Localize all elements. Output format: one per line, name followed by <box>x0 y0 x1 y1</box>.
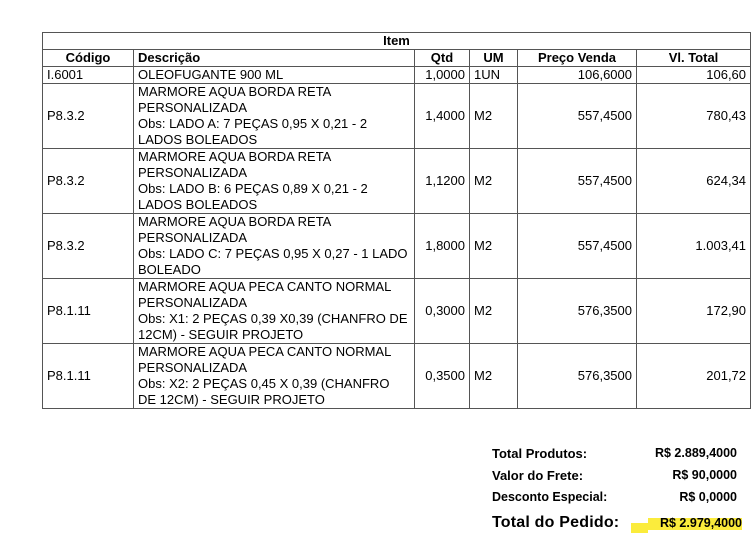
cell-qtd: 1,4000 <box>415 84 470 149</box>
cell-qtd: 0,3000 <box>415 279 470 344</box>
cell-descricao <box>134 279 415 344</box>
total-pedido-label: Total do Pedido: <box>492 514 620 531</box>
desc-line: Obs: LADO A: 7 PEÇAS 0,95 X 0,21 - 2 <box>138 116 368 131</box>
cell-total: 780,43 <box>637 84 751 149</box>
desconto-value: R$ 0,0000 <box>679 490 737 504</box>
header-descricao: Descrição <box>134 50 415 67</box>
header-total: Vl. Total <box>637 50 751 67</box>
cell-preco: 576,3500 <box>518 344 637 409</box>
cell-um: M2 <box>470 149 518 214</box>
desc-line: 12CM) - SEGUIR PROJETO <box>138 327 304 342</box>
total-produtos-value: R$ 2.889,4000 <box>654 446 737 460</box>
desconto-label: Desconto Especial: <box>492 490 608 504</box>
desc-line: PERSONALIZADA <box>138 295 248 310</box>
frete-row <box>492 466 737 486</box>
desc-line: PERSONALIZADA <box>138 360 248 375</box>
table-row <box>43 67 751 84</box>
total-pedido-row <box>492 510 742 536</box>
table-row <box>43 279 751 344</box>
cell-total: 1.003,41 <box>637 214 751 279</box>
desc-line: DE 12CM) - SEGUIR PROJETO <box>138 392 325 407</box>
desc-line: MARMORE AQUA BORDA RETA <box>138 149 332 164</box>
cell-total: 172,90 <box>637 279 751 344</box>
cell-codigo: I.6001 <box>43 67 134 84</box>
total-pedido-value: R$ 2.979,4000 <box>659 516 742 530</box>
desc-line: Obs: LADO C: 7 PEÇAS 0,95 X 0,27 - 1 LADO <box>138 246 408 261</box>
cell-descricao <box>134 84 415 149</box>
cell-preco: 557,4500 <box>518 149 637 214</box>
cell-codigo: P8.1.11 <box>43 279 134 344</box>
cell-descricao <box>134 214 415 279</box>
cell-qtd: 1,0000 <box>415 67 470 84</box>
desc-line: PERSONALIZADA <box>138 230 248 245</box>
desc-line: Obs: X1: 2 PEÇAS 0,39 X0,39 (CHANFRO DE <box>138 311 408 326</box>
header-preco: Preço Venda <box>518 50 637 67</box>
cell-total: 201,72 <box>637 344 751 409</box>
cell-qtd: 0,3500 <box>415 344 470 409</box>
desc-line: LADOS BOLEADOS <box>138 197 258 212</box>
cell-total: 106,60 <box>637 67 751 84</box>
cell-preco: 557,4500 <box>518 214 637 279</box>
header-um: UM <box>470 50 518 67</box>
desc-line: MARMORE AQUA PECA CANTO NORMAL <box>138 279 392 294</box>
table-title: Item <box>43 33 751 50</box>
desc-line: PERSONALIZADA <box>138 165 248 180</box>
desc-line: MARMORE AQUA PECA CANTO NORMAL <box>138 344 392 359</box>
table-row <box>43 84 751 149</box>
desc-line: Obs: X2: 2 PEÇAS 0,45 X 0,39 (CHANFRO <box>138 376 390 391</box>
table-header-row <box>43 50 751 67</box>
cell-codigo: P8.3.2 <box>43 84 134 149</box>
cell-codigo: P8.3.2 <box>43 214 134 279</box>
cell-codigo: P8.1.11 <box>43 344 134 409</box>
header-qtd: Qtd <box>415 50 470 67</box>
desconto-row <box>492 488 737 508</box>
total-produtos-label: Total Produtos: <box>492 446 588 461</box>
cell-um: M2 <box>470 344 518 409</box>
frete-value: R$ 90,0000 <box>672 468 737 482</box>
cell-um: M2 <box>470 84 518 149</box>
cell-um: M2 <box>470 279 518 344</box>
desc-line: MARMORE AQUA BORDA RETA <box>138 84 332 99</box>
cell-total: 624,34 <box>637 149 751 214</box>
desc-line: BOLEADO <box>138 262 201 277</box>
cell-preco: 576,3500 <box>518 279 637 344</box>
desc-line: OLEOFUGANTE 900 ML <box>138 67 284 82</box>
cell-preco: 557,4500 <box>518 84 637 149</box>
highlighter-mark <box>631 523 648 533</box>
table-row <box>43 214 751 279</box>
cell-descricao <box>134 344 415 409</box>
cell-descricao <box>134 67 415 84</box>
cell-um: M2 <box>470 214 518 279</box>
table-title-row <box>43 33 751 50</box>
cell-codigo: P8.3.2 <box>43 149 134 214</box>
cell-descricao <box>134 149 415 214</box>
table-row <box>43 149 751 214</box>
cell-qtd: 1,8000 <box>415 214 470 279</box>
table-row <box>43 344 751 409</box>
total-produtos-row <box>492 444 737 464</box>
header-codigo: Código <box>43 50 134 67</box>
frete-label: Valor do Frete: <box>492 468 584 483</box>
cell-um: 1UN <box>470 67 518 84</box>
items-table <box>42 32 751 409</box>
desc-line: PERSONALIZADA <box>138 100 248 115</box>
cell-preco: 106,6000 <box>518 67 637 84</box>
desc-line: MARMORE AQUA BORDA RETA <box>138 214 332 229</box>
desc-line: LADOS BOLEADOS <box>138 132 258 147</box>
desc-line: Obs: LADO B: 6 PEÇAS 0,89 X 0,21 - 2 <box>138 181 368 196</box>
cell-qtd: 1,1200 <box>415 149 470 214</box>
